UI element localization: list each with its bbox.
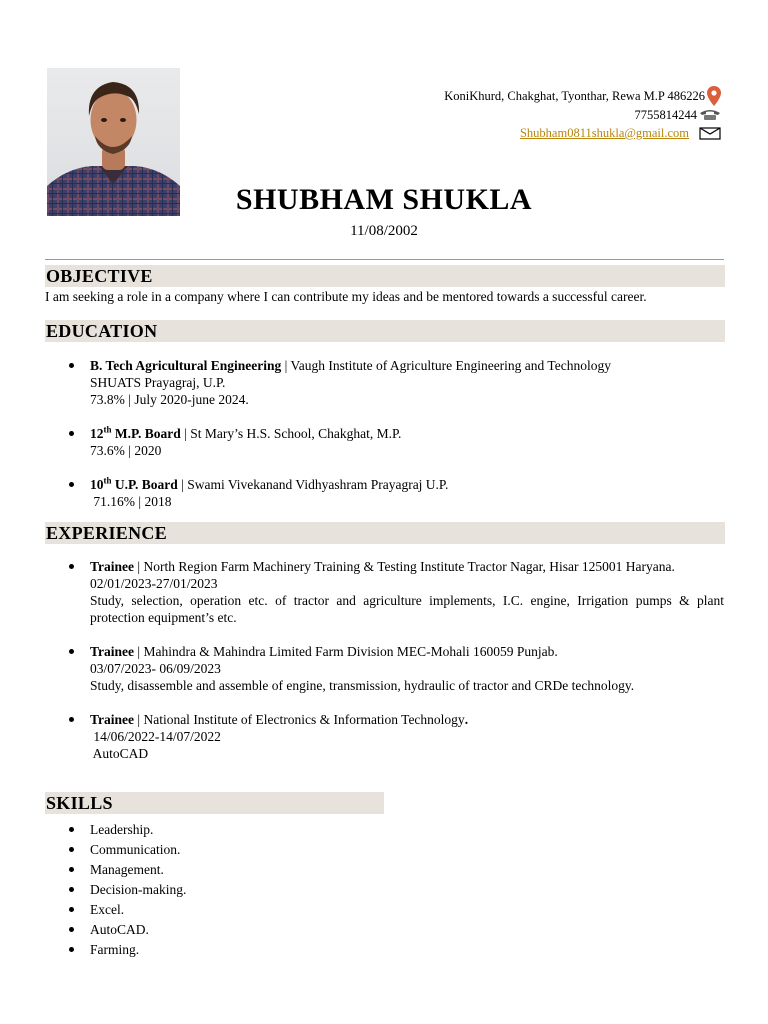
skill-item: Management. xyxy=(45,860,186,880)
experience-dates: 14/06/2022-14/07/2022 xyxy=(90,729,221,744)
experience-item: Trainee | National Institute of Electronics & Information Technology. 14/06/2022-14/07/2022 AutoCAD xyxy=(45,711,724,762)
phone-row xyxy=(444,106,721,124)
experience-description: Study, disassemble and assemble of engine, transmission, hydraulic of tractor and CRDe technology. xyxy=(90,678,635,693)
skills-list xyxy=(45,820,186,960)
score-and-dates: 73.6% | 2020 xyxy=(90,443,162,458)
role-title: Trainee xyxy=(90,644,134,659)
skill-item: Excel. xyxy=(45,900,186,920)
education-list xyxy=(45,357,724,510)
skills-heading: SKILLS xyxy=(45,792,384,814)
institute-location: SHUATS Prayagraj, U.P. xyxy=(90,375,226,390)
education-item-btech xyxy=(45,357,724,408)
experience-dates: 02/01/2023-27/01/2023 xyxy=(90,576,218,591)
skill-item: Communication. xyxy=(45,840,186,860)
role-title: Trainee xyxy=(90,712,134,727)
experience-heading: EXPERIENCE xyxy=(45,522,725,544)
address-text: KoniKhurd, Chakghat, Tyonthar, Rewa M.P 486226 xyxy=(444,89,705,103)
phone-text: 7755814244 xyxy=(634,108,697,122)
experience-list xyxy=(45,558,724,762)
score-and-dates: 71.16% | 2018 xyxy=(90,494,172,509)
role-title: Trainee xyxy=(90,559,134,574)
experience-item xyxy=(45,643,724,694)
education-heading: EDUCATION xyxy=(45,320,725,342)
institute-name: | Swami Vivekanand Vidhyashram Prayagraj U.P. xyxy=(177,477,449,492)
score-and-dates: 73.8% | July 2020-june 2024. xyxy=(90,392,249,407)
degree-title: B. Tech Agricultural Engineering xyxy=(90,358,282,373)
skill-item: Farming. xyxy=(45,940,186,960)
map-pin-icon xyxy=(707,86,721,106)
experience-description: Study, selection, operation etc. of tractor and agriculture implements, I.C. engine, Irrigation pumps & plant protection equipment’s etc. xyxy=(90,593,724,625)
experience-item xyxy=(45,558,724,626)
organization: | North Region Farm Machinery Training & Testing Institute Tractor Nagar, Hisar 125001 Haryana. xyxy=(134,559,675,574)
institute-name: | Vaugh Institute of Agriculture Engineering and Technology xyxy=(281,358,611,373)
candidate-name: SHUBHAM SHUKLA xyxy=(235,183,533,216)
organization: | Mahindra & Mahindra Limited Farm Division MEC-Mohali 160059 Punjab. xyxy=(134,644,558,659)
address-row xyxy=(444,86,721,106)
email-link[interactable]: Shubham0811shukla@gmail.com xyxy=(519,126,689,140)
envelope-icon xyxy=(699,127,721,140)
degree-title: 10th U.P. Board xyxy=(90,475,178,492)
skill-item: Leadership. xyxy=(45,820,186,840)
experience-description: AutoCAD xyxy=(90,746,149,761)
education-item-10th xyxy=(45,476,724,510)
objective-heading: OBJECTIVE xyxy=(45,265,725,287)
experience-dates: 03/07/2023- 06/09/2023 xyxy=(90,661,221,676)
contact-block xyxy=(444,86,721,142)
skill-item: Decision-making. xyxy=(45,880,186,900)
degree-title: 12th M.P. Board xyxy=(90,424,181,441)
organization: | National Institute of Electronics & Information Technology xyxy=(134,712,465,727)
institute-name: | St Mary’s H.S. School, Chakghat, M.P. xyxy=(180,426,402,441)
date-of-birth: 11/08/2002 xyxy=(350,223,418,239)
education-item-12th xyxy=(45,425,724,459)
telephone-icon xyxy=(699,109,721,121)
skill-item: AutoCAD. xyxy=(45,920,186,940)
objective-text: I am seeking a role in a company where I can contribute my ideas and be mentored towards a successful career. xyxy=(45,289,647,304)
header-divider xyxy=(45,259,724,260)
email-row xyxy=(444,124,721,142)
